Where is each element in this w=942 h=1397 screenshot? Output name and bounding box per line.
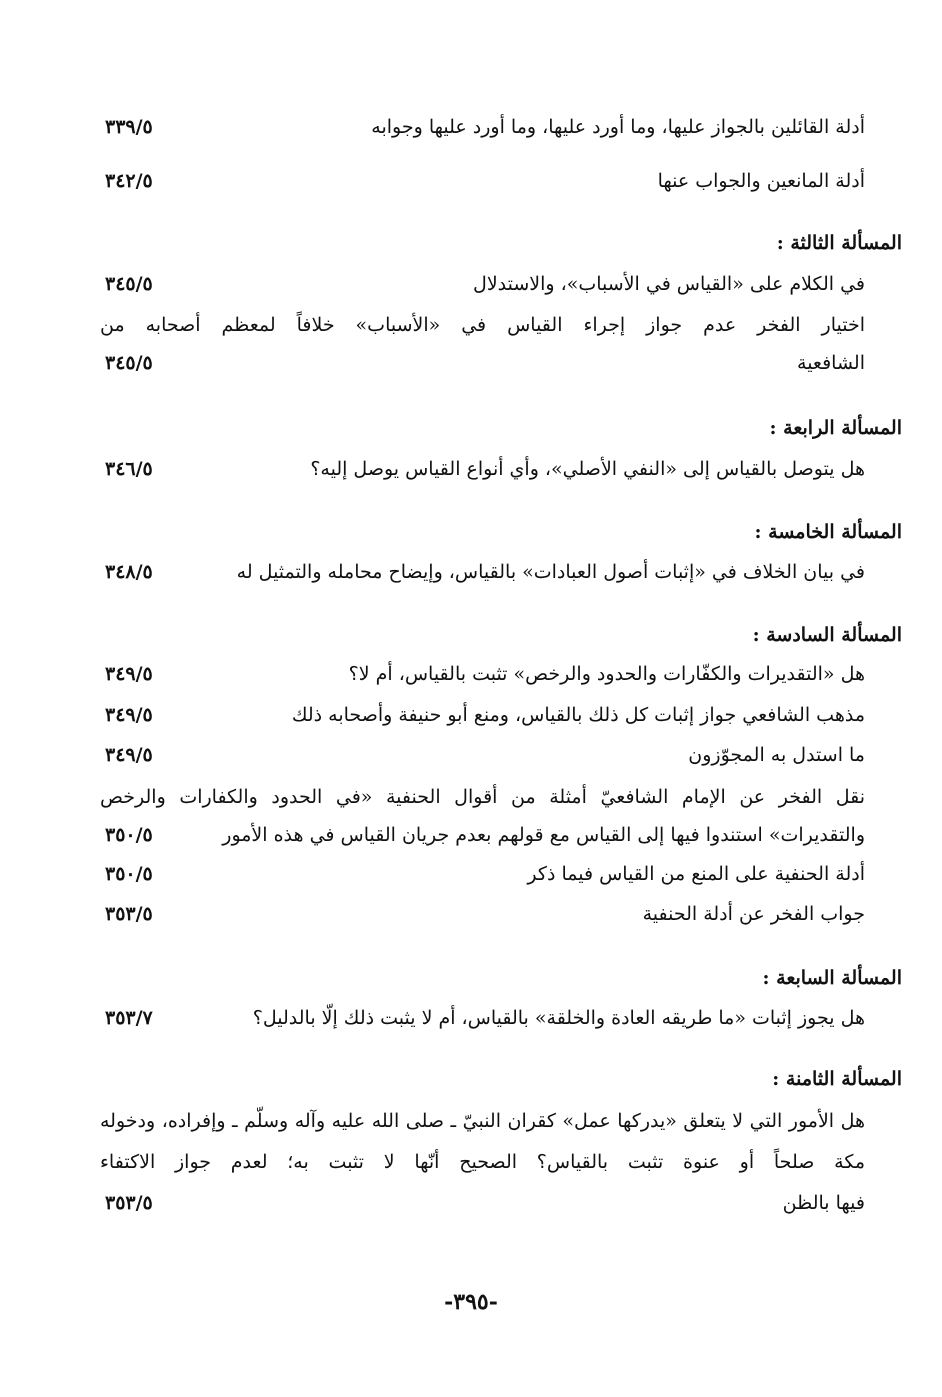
index-entry — [100, 166, 865, 196]
entry-text-line: هل الأمور التي لا يتعلق «يدركها عمل» كقران النبيّ ـ صلى الله عليه وآله وسلّم ـ وإفراده، ودخوله — [100, 1110, 865, 1132]
entry-page-ref: ٣٤٦/٥ — [105, 458, 153, 480]
page-number: -٣٩٥- — [444, 1289, 498, 1315]
entry-page-ref: ٣٥٠/٥ — [105, 863, 153, 885]
entry-text: والتقديرات» استندوا فيها إلى القياس مع قولهم بعدم جريان القياس في هذه الأمور — [222, 824, 865, 846]
entry-page-ref: ٣٤٩/٥ — [105, 663, 153, 685]
index-entry — [100, 1003, 865, 1033]
section-heading-eighth: المسألة الثامنة : — [772, 1068, 902, 1090]
index-entry — [100, 820, 865, 850]
entry-text: أدلة القائلين بالجواز عليها، وما أورد عليها، وما أورد عليها وجوابه — [371, 116, 865, 138]
index-entry — [100, 557, 865, 587]
entry-text: أدلة المانعين والجواب عنها — [657, 170, 865, 192]
index-entry — [100, 740, 865, 770]
index-entry — [100, 454, 865, 484]
index-entry — [100, 1188, 865, 1218]
entry-page-ref: ٣٤٨/٥ — [105, 561, 153, 583]
section-heading-third: المسألة الثالثة : — [776, 232, 902, 254]
entry-text: ما استدل به المجوّزون — [688, 744, 865, 766]
entry-page-ref: ٣٤٥/٥ — [105, 273, 153, 295]
index-entry — [100, 112, 865, 142]
section-heading-fifth: المسألة الخامسة : — [754, 521, 902, 543]
section-heading-fourth: المسألة الرابعة : — [769, 417, 902, 439]
entry-page-ref: ٣٤٥/٥ — [105, 352, 153, 374]
entry-page-ref: ٣٥٣/٧ — [105, 1007, 153, 1029]
entry-text: أدلة الحنفية على المنع من القياس فيما ذكر — [527, 863, 865, 885]
entry-text: جواب الفخر عن أدلة الحنفية — [642, 903, 865, 925]
index-entry — [100, 859, 865, 889]
entry-page-ref: ٣٥٠/٥ — [105, 824, 153, 846]
entry-text: فيها بالظن — [782, 1192, 865, 1214]
index-entry — [100, 659, 865, 689]
entry-text: مذهب الشافعي جواز إثبات كل ذلك بالقياس، ومنع أبو حنيفة وأصحابه ذلك — [291, 704, 865, 726]
section-heading-seventh: المسألة السابعة : — [762, 967, 902, 989]
index-entry — [100, 269, 865, 299]
entry-text: هل يتوصل بالقياس إلى «النفي الأصلي»، وأي أنواع القياس يوصل إليه؟ — [310, 458, 865, 480]
section-heading-sixth: المسألة السادسة : — [752, 624, 902, 646]
entry-page-ref: ٣٤٢/٥ — [105, 170, 153, 192]
entry-page-ref: ٣٥٣/٥ — [105, 1192, 153, 1214]
entry-text: الشافعية — [797, 352, 865, 374]
index-entry — [100, 348, 865, 378]
index-entry — [100, 899, 865, 929]
entry-text-line: مكة صلحاً أو عنوة تثبت بالقياس؟ الصحيح أنّها لا تثبت به؛ لعدم جواز الاكتفاء — [100, 1151, 865, 1173]
entry-text-line: اختيار الفخر عدم جواز إجراء القياس في «الأسباب» خلافاً لمعظم أصحابه من — [100, 314, 865, 336]
entry-page-ref: ٣٥٣/٥ — [105, 903, 153, 925]
entry-text: في الكلام على «القياس في الأسباب»، والاستدلال — [473, 273, 865, 295]
entry-text: في بيان الخلاف في «إثبات أصول العبادات» بالقياس، وإيضاح محامله والتمثيل له — [236, 561, 865, 583]
entry-text: هل «التقديرات والكفّارات والحدود والرخص» تثبت بالقياس، أم لا؟ — [348, 663, 865, 685]
entry-page-ref: ٣٤٩/٥ — [105, 704, 153, 726]
entry-text: هل يجوز إثبات «ما طريقه العادة والخلقة» بالقياس، أم لا يثبت ذلك إلّا بالدليل؟ — [252, 1007, 865, 1029]
entry-text-line: نقل الفخر عن الإمام الشافعيّ أمثلة من أقوال الحنفية «في الحدود والكفارات والرخص — [100, 786, 865, 808]
entry-page-ref: ٣٣٩/٥ — [105, 116, 153, 138]
entry-page-ref: ٣٤٩/٥ — [105, 744, 153, 766]
index-entry — [100, 700, 865, 730]
